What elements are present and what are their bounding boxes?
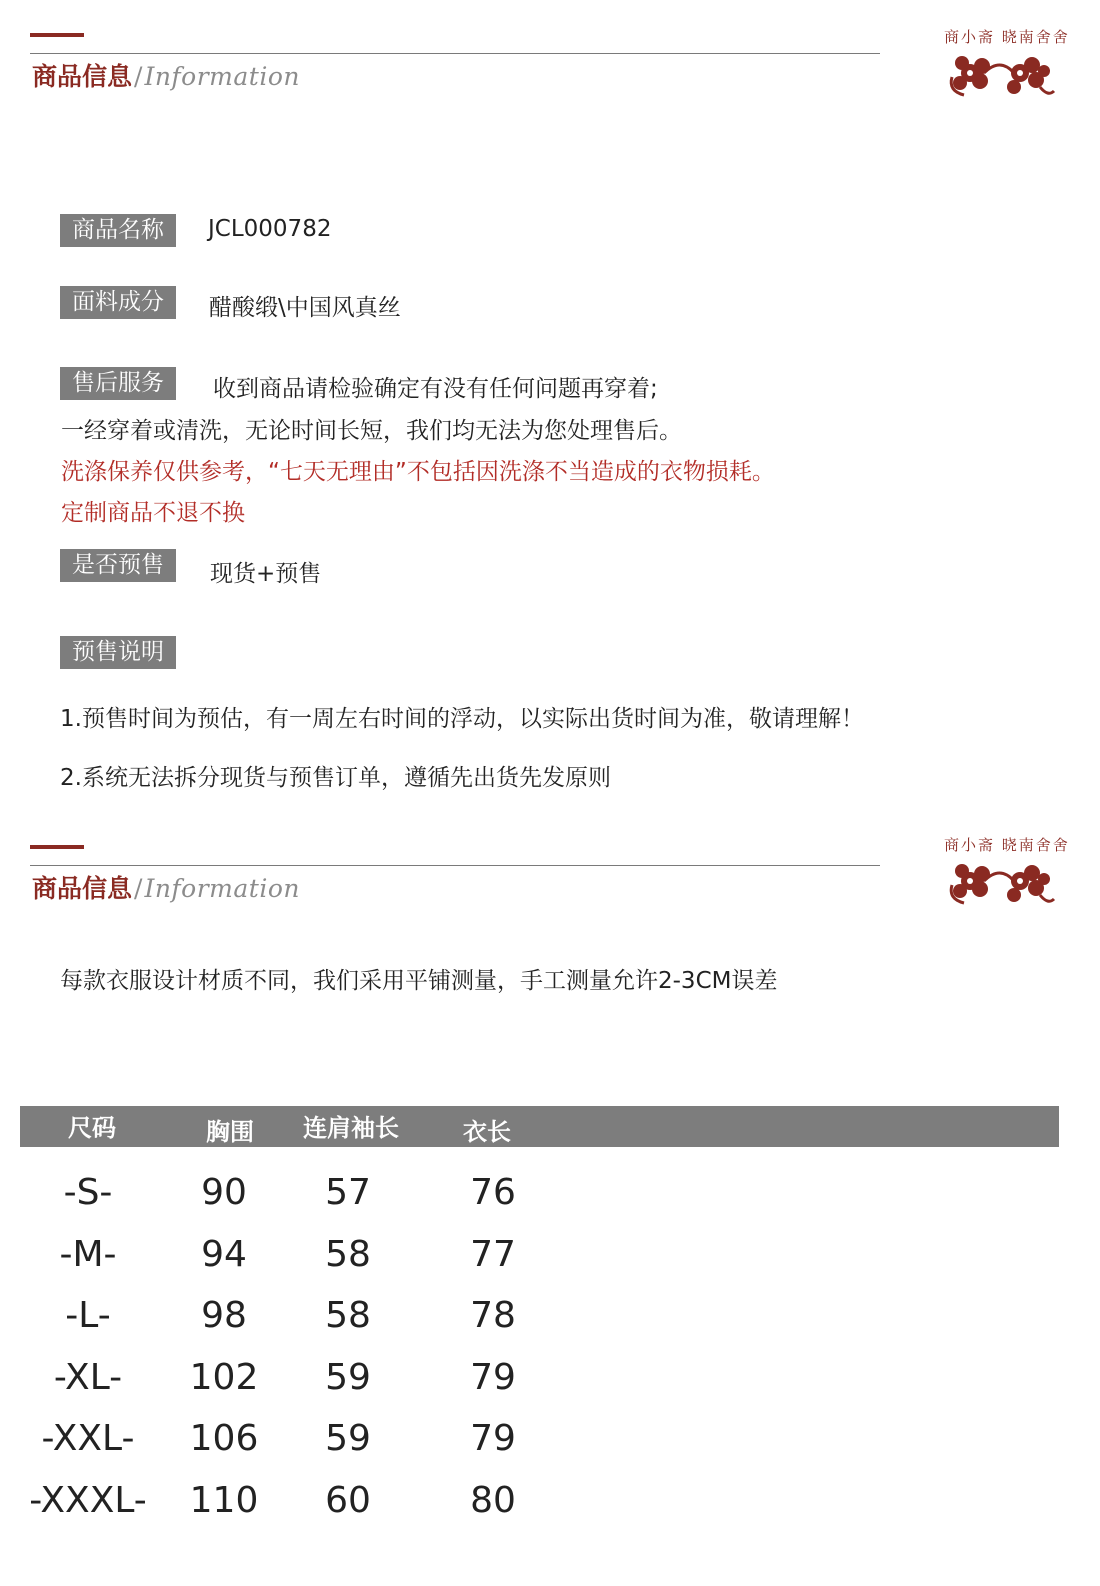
after-sales-label: 售后服务 [60, 367, 176, 400]
column-header-length: 衣长 [463, 1118, 511, 1146]
section-title [32, 876, 300, 901]
length-cell: 79 [470, 1356, 516, 1398]
column-header-size: 尺码 [68, 1114, 116, 1142]
fabric-value: 醋酸缎\中国风真丝 [209, 295, 401, 321]
length-cell: 77 [470, 1233, 516, 1275]
size-cell: -XXXL- [29, 1479, 147, 1521]
section-divider [30, 53, 880, 54]
chest-cell: 98 [201, 1295, 247, 1336]
size-cell: -M- [59, 1233, 117, 1275]
length-cell: 80 [470, 1479, 516, 1521]
chest-cell: 90 [201, 1172, 247, 1213]
custom-no-return-text: 定制商品不退不换 [61, 500, 245, 526]
presale-note-label: 预售说明 [60, 636, 176, 669]
size-cell: -S- [63, 1172, 113, 1213]
section-title-en: Information [144, 62, 300, 91]
section-title-cn: 商品信息 [32, 874, 133, 903]
measurement-note: 每款衣服设计材质不同，我们采用平铺测量，手工测量允许2-3CM误差 [60, 968, 778, 994]
presale-value: 现货+预售 [210, 561, 322, 587]
section-title [32, 64, 300, 89]
sleeve-cell: 58 [325, 1233, 371, 1275]
brand-logo [944, 834, 1070, 915]
sleeve-cell: 58 [325, 1295, 371, 1336]
section-accent-bar [30, 33, 84, 37]
brand-logo [944, 26, 1070, 107]
length-cell: 76 [470, 1172, 516, 1213]
chest-cell: 102 [189, 1356, 259, 1398]
size-cell: -XXL- [41, 1418, 135, 1459]
section-title-slash: / [134, 62, 143, 91]
product-name-value: JCL000782 [208, 216, 332, 242]
chest-cell: 106 [189, 1418, 259, 1459]
section-title-slash: / [134, 874, 143, 903]
presale-label: 是否预售 [60, 549, 176, 582]
size-cell: -L- [65, 1295, 111, 1336]
care-warning-text: 洗涤保养仅供参考，“七天无理由”不包括因洗涤不当造成的衣物损耗。 [61, 459, 775, 485]
sleeve-cell: 57 [325, 1172, 371, 1213]
presale-note-item: 1.预售时间为预估，有一周左右时间的浮动，以实际出货时间为准，敬请理解！ [60, 706, 864, 732]
product-name-label: 商品名称 [60, 214, 176, 247]
section-divider [30, 865, 880, 866]
after-sales-line2: 一经穿着或清洗，无论时间长短，我们均无法为您处理售后。 [61, 418, 682, 444]
brand-logo-text: 商小斋 晓南舍舍 [944, 836, 1070, 854]
plum-blossom-icon [944, 47, 1064, 103]
fabric-label: 面料成分 [60, 286, 176, 319]
sleeve-cell: 60 [325, 1479, 371, 1521]
after-sales-line1: 收到商品请检验确定有没有任何问题再穿着; [213, 376, 658, 402]
sleeve-cell: 59 [325, 1418, 371, 1459]
length-cell: 79 [470, 1418, 516, 1459]
brand-logo-text: 商小斋 晓南舍舍 [944, 28, 1070, 46]
chest-cell: 94 [201, 1233, 247, 1275]
section-title-cn: 商品信息 [32, 62, 133, 91]
size-cell: -XL- [53, 1356, 123, 1398]
column-header-chest: 胸围 [206, 1118, 254, 1146]
section-title-en: Information [144, 874, 300, 903]
presale-note-item: 2.系统无法拆分现货与预售订单，遵循先出货先发原则 [60, 765, 611, 791]
length-cell: 78 [470, 1295, 516, 1336]
chest-cell: 110 [189, 1479, 259, 1521]
section-accent-bar [30, 845, 84, 849]
size-table-header [20, 1106, 1059, 1147]
plum-blossom-icon [944, 855, 1064, 911]
sleeve-cell: 59 [325, 1356, 371, 1398]
column-header-sleeve: 连肩袖长 [303, 1114, 399, 1142]
